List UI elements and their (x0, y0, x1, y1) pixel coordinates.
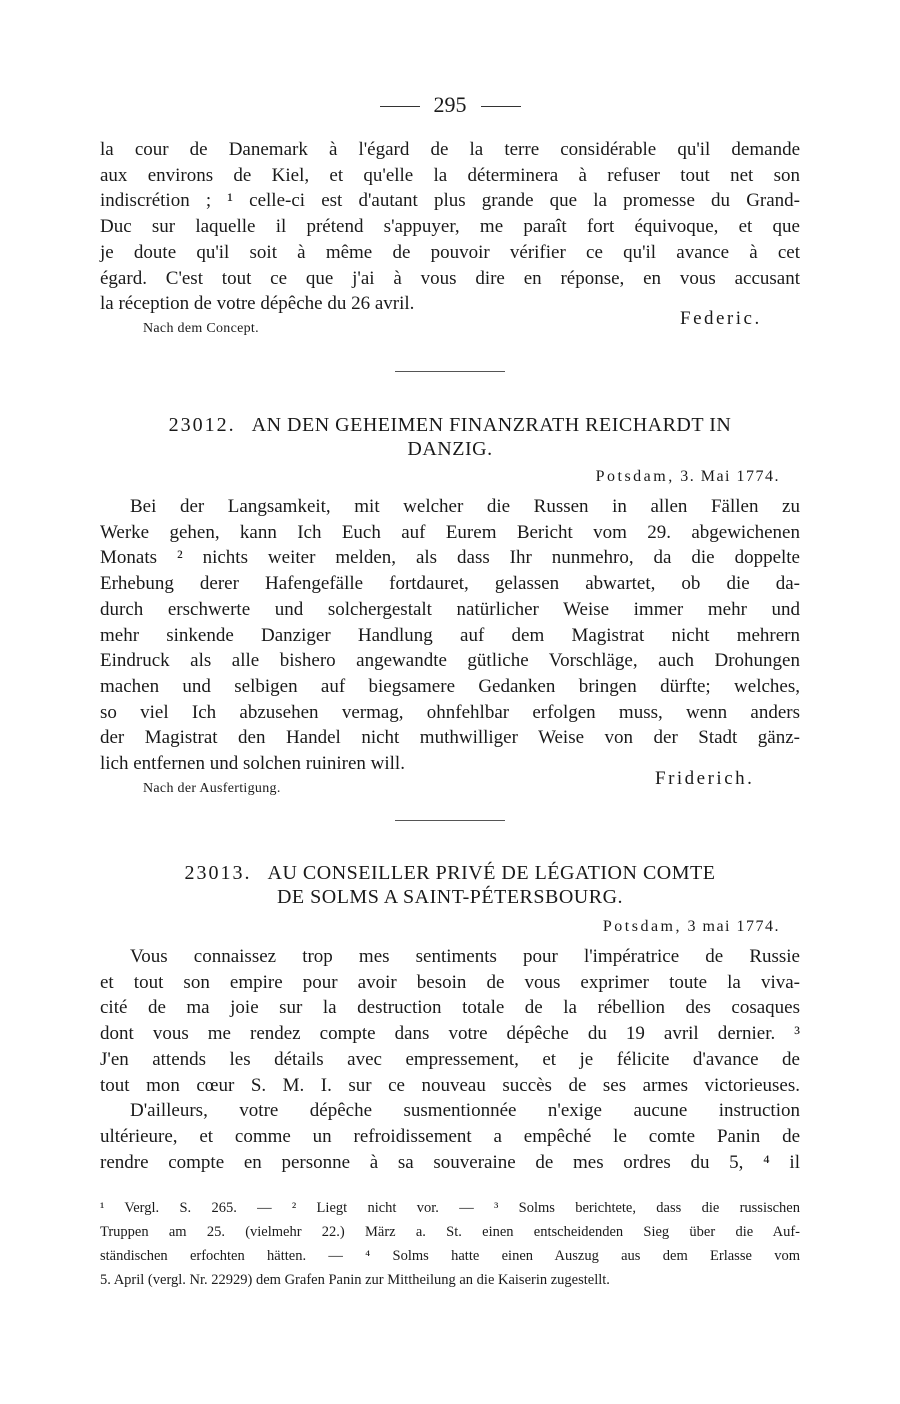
letter-number: 23012. (168, 414, 236, 436)
place: Potsdam, (602, 918, 682, 935)
text-line: Bei der Langsamkeit, mit welcher die Russen in allen Fällen zu (130, 496, 800, 517)
footnotes (100, 1196, 800, 1292)
source-note: Nach dem Concept. (143, 321, 259, 336)
heading-line (100, 861, 800, 885)
letter-heading (100, 413, 800, 461)
text-line: ultérieure, et comme un refroidissement a empêché le comte Panin de (100, 1125, 800, 1147)
text-line: la cour de Danemark à l'égard de la terre considérable qu'il demande (100, 139, 800, 160)
footnote-line: ständischen erfochten hätten. — ⁴ Solms hatte einen Auszug aus dem Erlasse vom (100, 1248, 800, 1264)
signature: Federic. (680, 308, 762, 329)
page-header (0, 92, 900, 118)
section-divider (395, 371, 505, 372)
footnote-line: 5. April (vergl. Nr. 22929) dem Grafen Panin zur Mittheilung an die Kaiserin zugestellt. (100, 1272, 610, 1288)
dateline (603, 918, 780, 936)
footnote-line: ¹ Vergl. S. 265. — ² Liegt nicht vor. — ³ Solms berichtete, dass die russischen (100, 1200, 800, 1216)
text-line: tout mon cœur S. M. I. sur ce nouveau succès de ses armes victorieuses. (100, 1074, 800, 1096)
letter-body (100, 494, 800, 777)
text-line: machen und selbigen auf biegsamere Gedanken bringen dürfte; welches, (100, 675, 800, 697)
header-rule-left (380, 106, 420, 107)
text-line: et tout son empire pour avoir besoin de vous exprimer toute la viva- (100, 971, 800, 993)
addressee: AN DEN GEHEIMEN FINANZRATH REICHARDT IN (251, 414, 732, 436)
section-divider (395, 820, 505, 821)
date: 3 mai 1774. (687, 918, 780, 935)
text-line: la réception de votre dépêche du 26 avril. (100, 293, 415, 315)
header-rule-right (481, 106, 521, 107)
footnote-line: Truppen am 25. (vielmehr 22.) März a. St. einen entscheidenden Sieg über die Auf- (100, 1224, 800, 1240)
heading-line: DE SOLMS A SAINT-PÉTERSBOURG. (276, 886, 624, 908)
text-line: Erhebung derer Hafengefälle fortdauret, gelassen abwartet, ob die da- (100, 573, 800, 595)
text-line: Monats ² nichts weiter melden, als dass Ihr nunmehro, da die doppelte (100, 547, 800, 569)
text-line: J'en attends les détails avec empressement, et je félicite d'avance de (100, 1048, 800, 1070)
text-line: Werke gehen, kann Ich Euch auf Eurem Bericht vom 29. abgewichenen (100, 521, 800, 543)
text-line: cité de ma joie sur la destruction totale de la rébellion des cosaques (100, 997, 800, 1019)
text-line: indiscrétion ; ¹ celle-ci est d'autant plus grande que la promesse du Grand- (100, 190, 800, 212)
letter-heading (100, 861, 800, 909)
text-line: der Magistrat den Handel nicht muthwilliger Weise von der Stadt gänz- (100, 727, 800, 749)
text-line: mehr sinkende Danziger Handlung auf dem Magistrat nicht mehrern (100, 624, 800, 646)
text-line: lich entfernen und solchen ruiniren will. (100, 753, 405, 775)
place: Potsdam, (595, 468, 675, 485)
signature: Friderich. (655, 768, 755, 789)
continued-letter-text (100, 137, 800, 317)
page-number: 295 (433, 92, 467, 117)
date: 3. Mai 1774. (680, 468, 780, 485)
addressee: AU CONSEILLER PRIVÉ DE LÉGATION COMTE (267, 862, 716, 884)
dateline (596, 468, 780, 486)
text-line: je doute qu'il soit à même de pouvoir vérifier ce qu'il avance à cet (100, 241, 800, 263)
text-line: D'ailleurs, votre dépêche susmentionnée n'exige aucune instruction (130, 1100, 800, 1122)
letter-number: 23013. (184, 862, 252, 884)
text-line: durch erschwerte und solchergestalt natürlicher Weise immer mehr und (100, 598, 800, 620)
letter-body (100, 944, 800, 1175)
heading-line (100, 413, 800, 437)
text-line: so viel Ich abzusehen vermag, ohnfehlbar erfolgen muss, wenn anders (100, 701, 800, 723)
text-line: aux environs de Kiel, et qu'elle la déterminera à refuser tout net son (100, 164, 800, 186)
text-line: égard. C'est tout ce que j'ai à vous dire en réponse, en vous accusant (100, 267, 800, 289)
text-line: dont vous me rendez compte dans votre dépêche du 19 avril dernier. ³ (100, 1023, 800, 1045)
text-line: Duc sur laquelle il prétend s'appuyer, me paraît fort équivoque, et que (100, 216, 800, 238)
text-line: Eindruck als alle bishero angewandte gütliche Vorschläge, auch Drohungen (100, 650, 800, 672)
heading-line: DANZIG. (407, 438, 493, 460)
source-note: Nach der Ausfertigung. (143, 781, 281, 796)
text-line: Vous connaissez trop mes sentiments pour l'impératrice de Russie (130, 946, 800, 967)
text-line: rendre compte en personne à sa souveraine de mes ordres du 5, ⁴ il (100, 1151, 800, 1173)
